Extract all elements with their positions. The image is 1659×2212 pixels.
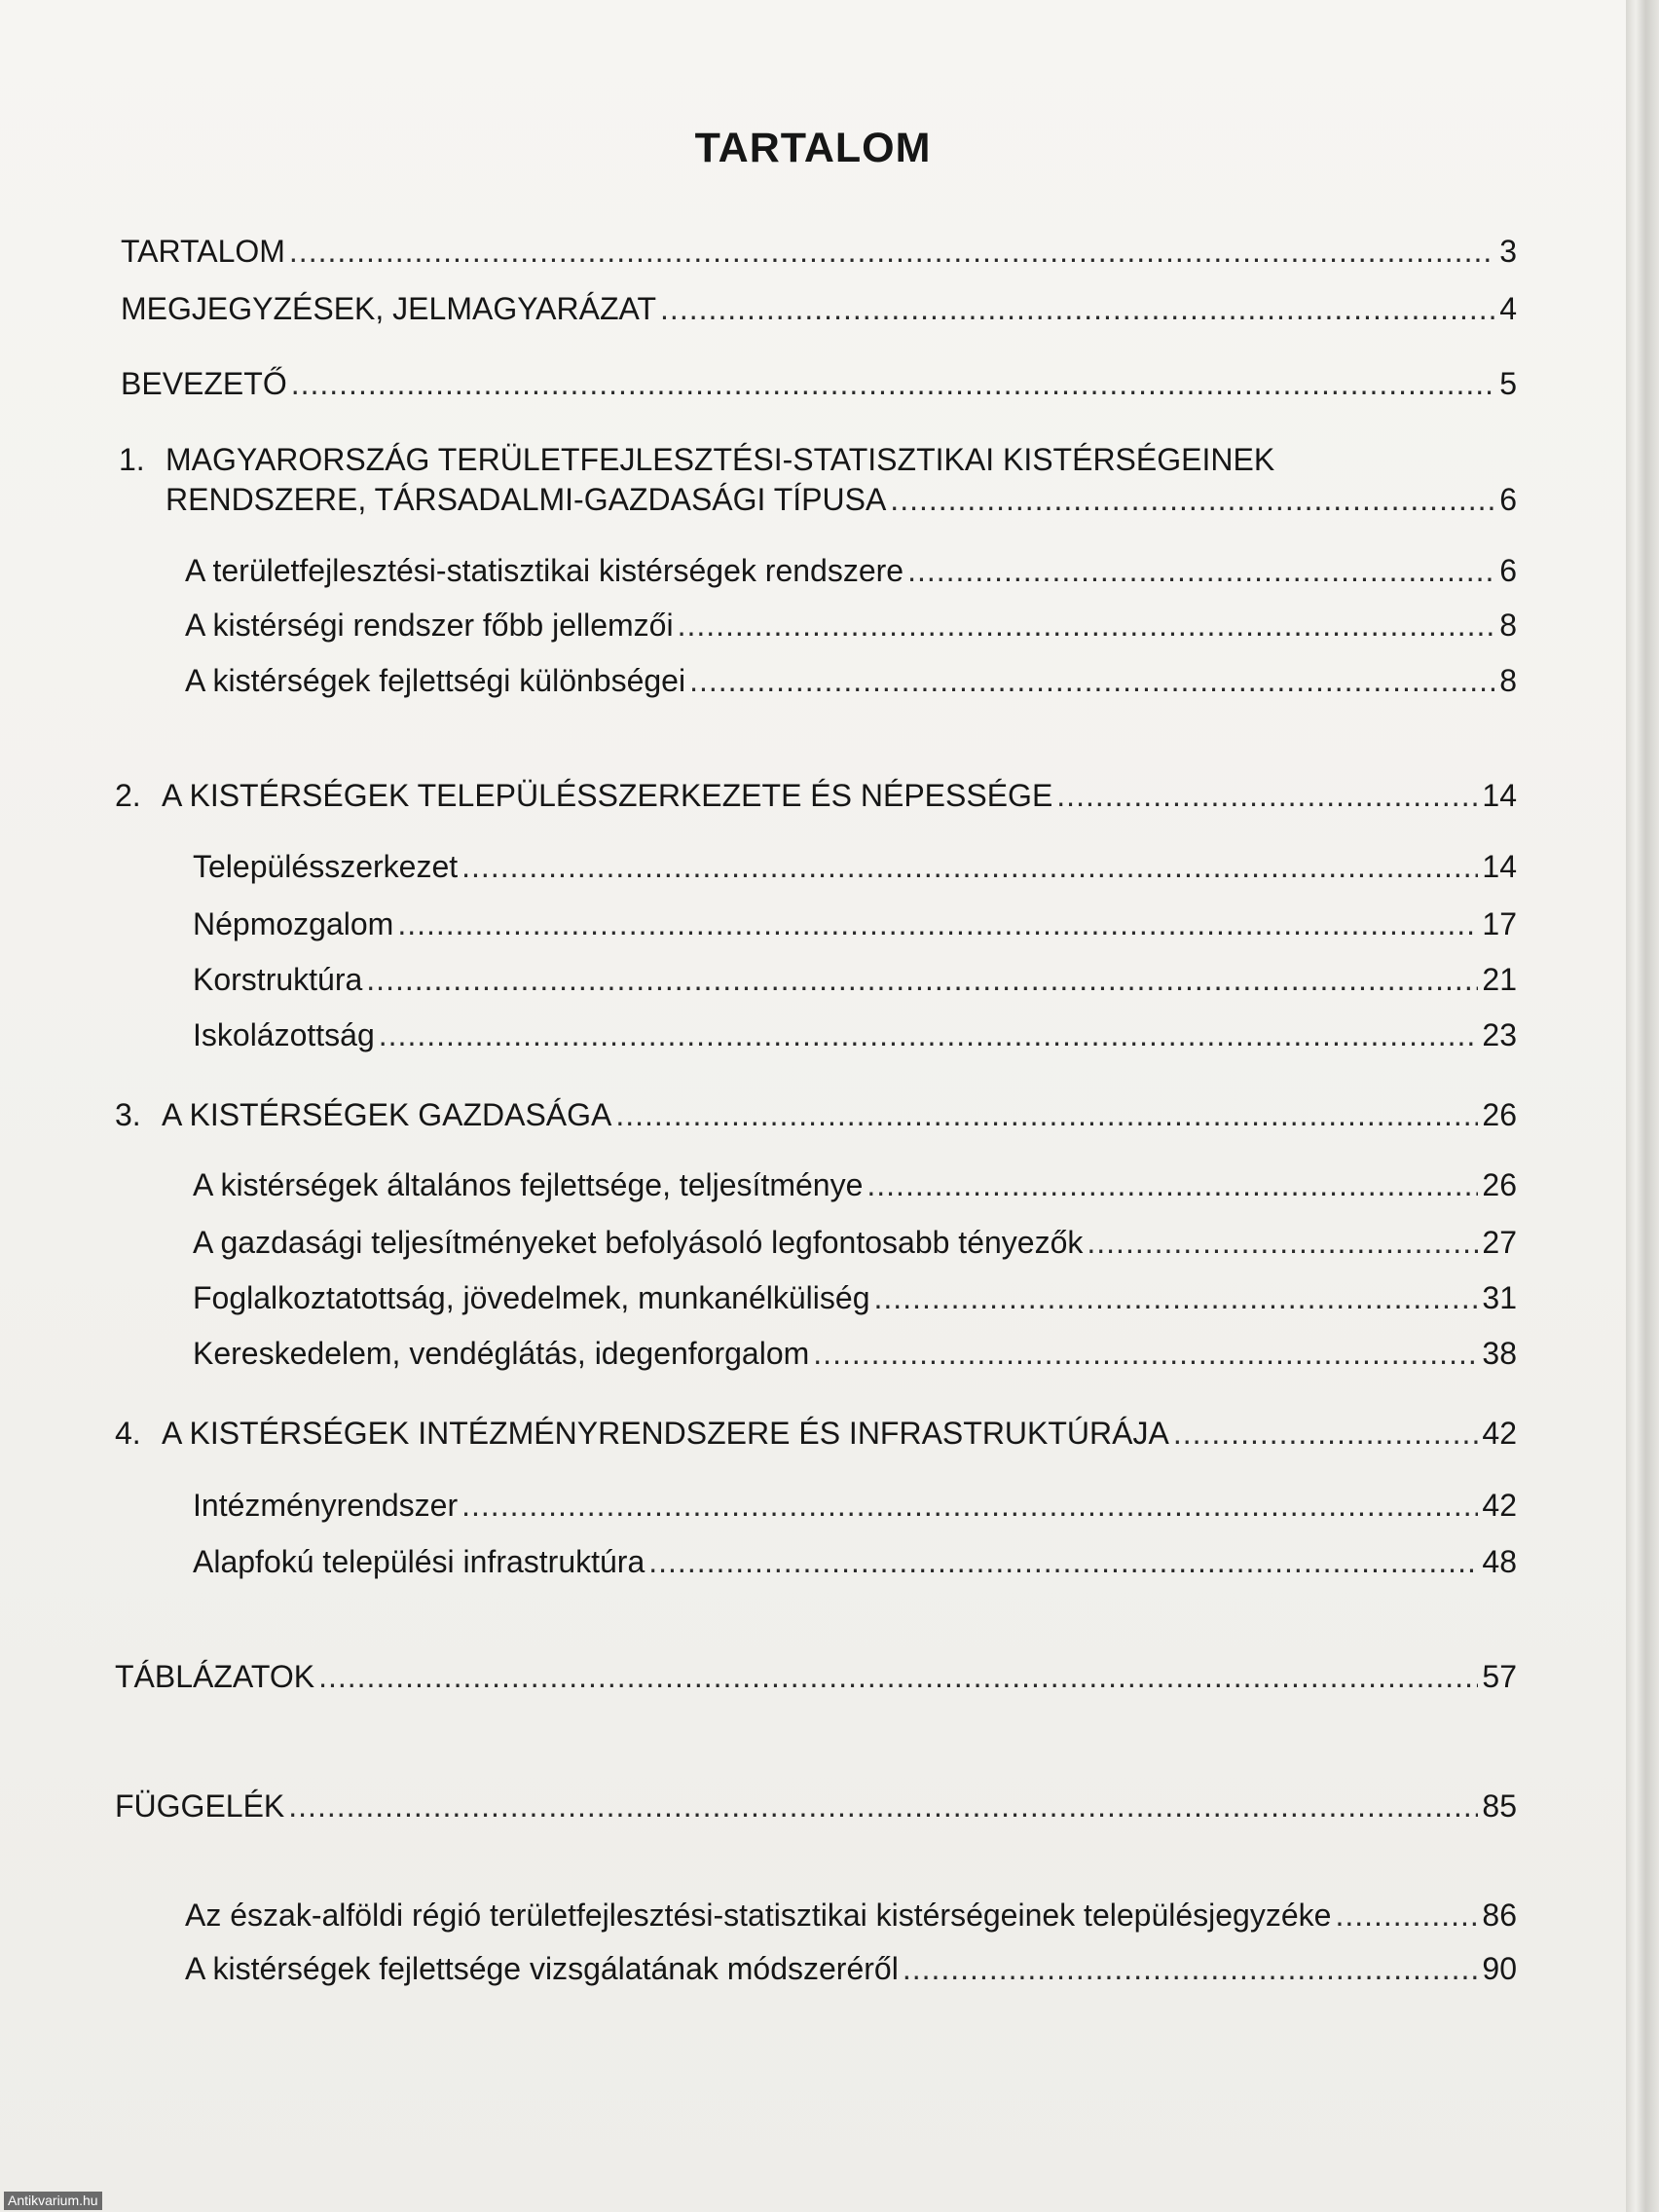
chapter-number: 2. <box>115 778 141 813</box>
toc-entry-label: A kistérségek általános fejlettsége, teljesítménye <box>193 1167 864 1202</box>
toc-entry-chapter-1[interactable] <box>166 480 1517 519</box>
toc-entry-label: A KISTÉRSÉGEK GAZDASÁGA <box>162 1097 612 1132</box>
leader-dots <box>1173 1414 1479 1453</box>
toc-page-number: 5 <box>1499 366 1517 401</box>
toc-entry-label: TÁBLÁZATOK <box>115 1659 315 1694</box>
toc-entry-fuggelek[interactable] <box>115 1787 1517 1825</box>
toc-page-number: 42 <box>1482 1488 1517 1523</box>
toc-subentry[interactable] <box>193 1486 1517 1525</box>
leader-dots <box>1087 1223 1478 1262</box>
chapter-number: 1. <box>119 442 145 477</box>
toc-subentry[interactable] <box>193 1542 1517 1581</box>
leader-dots <box>397 904 1478 943</box>
toc-entry-label: Az észak-alföldi régió területfejlesztési-statisztikai kistérségeinek településjegyzéke <box>185 1898 1332 1933</box>
chapter-number: 4. <box>115 1416 141 1451</box>
toc-entry-chapter-2[interactable] <box>115 776 1517 815</box>
toc-subentry[interactable] <box>193 1278 1517 1317</box>
toc-entry-label: Kereskedelem, vendéglátás, idegenforgalom <box>193 1336 810 1371</box>
toc-entry-label: BEVEZETŐ <box>121 366 287 401</box>
toc-page-number: 8 <box>1499 663 1517 698</box>
toc-page-number: 21 <box>1482 962 1517 997</box>
toc-page-number: 42 <box>1482 1416 1517 1451</box>
leader-dots <box>289 232 1495 271</box>
toc-entry-label: FÜGGELÉK <box>115 1788 285 1824</box>
toc-page-number: 6 <box>1499 482 1517 517</box>
leader-dots <box>648 1542 1478 1581</box>
leader-dots <box>890 480 1495 519</box>
toc-page-number: 3 <box>1499 234 1517 269</box>
leader-dots <box>873 1278 1478 1317</box>
toc-page-number: 14 <box>1482 778 1517 813</box>
toc-page-number: 85 <box>1482 1788 1517 1824</box>
toc-entry-label: A kistérségek fejlettsége vizsgálatának módszeréről <box>185 1951 899 1986</box>
toc-entry-label: RENDSZERE, TÁRSADALMI-GAZDASÁGI TÍPUSA <box>166 482 887 517</box>
toc-entry-tartalom[interactable] <box>121 232 1517 271</box>
toc-entry-megjegyzesek[interactable] <box>121 289 1517 328</box>
toc-subentry[interactable] <box>193 904 1517 943</box>
toc-page-number: 90 <box>1482 1951 1517 1986</box>
toc-subentry[interactable] <box>185 606 1517 645</box>
leader-dots <box>288 1787 1478 1825</box>
toc-entry-label: TARTALOM <box>121 234 285 269</box>
toc-page-number: 38 <box>1482 1336 1517 1371</box>
leader-dots <box>461 847 1478 886</box>
toc-entry-label: A kistérségi rendszer főbb jellemzői <box>185 608 674 643</box>
leader-dots <box>318 1657 1478 1696</box>
toc-subentry[interactable] <box>185 1949 1517 1988</box>
toc-entry-label: Intézményrendszer <box>193 1488 459 1523</box>
book-page-edge <box>1626 0 1659 2212</box>
leader-dots <box>291 364 1496 403</box>
toc-entry-label: Korstruktúra <box>193 962 363 997</box>
leader-dots <box>813 1334 1478 1373</box>
leader-dots <box>379 1015 1479 1054</box>
toc-subentry[interactable] <box>193 1165 1517 1204</box>
page-title: TARTALOM <box>694 125 932 171</box>
toc-page-number: 26 <box>1482 1097 1517 1132</box>
toc-page-number: 31 <box>1482 1280 1517 1315</box>
toc-page-number: 23 <box>1482 1017 1517 1052</box>
leader-dots <box>678 606 1496 645</box>
toc-page-number: 27 <box>1482 1225 1517 1260</box>
toc-page-number: 4 <box>1499 291 1517 326</box>
toc-entry-chapter-4[interactable] <box>115 1414 1517 1453</box>
toc-page-number: 17 <box>1482 906 1517 941</box>
leader-dots <box>1056 776 1478 815</box>
toc-entry-label: A KISTÉRSÉGEK INTÉZMÉNYRENDSZERE ÉS INFRASTRUKTÚRÁJA <box>162 1416 1169 1451</box>
leader-dots <box>461 1486 1478 1525</box>
toc-page-number: 26 <box>1482 1167 1517 1202</box>
leader-dots <box>907 551 1495 590</box>
leader-dots <box>366 960 1478 999</box>
toc-page-number: 57 <box>1482 1659 1517 1694</box>
toc-entry-label: A kistérségek fejlettségi különbségei <box>185 663 686 698</box>
leader-dots <box>660 289 1495 328</box>
leader-dots <box>615 1095 1478 1134</box>
toc-entry-label: A területfejlesztési-statisztikai kistérségek rendszere <box>185 553 904 588</box>
toc-entry-tablazatok[interactable] <box>115 1657 1517 1696</box>
leader-dots <box>903 1949 1479 1988</box>
leader-dots <box>1335 1896 1478 1935</box>
toc-page-number: 86 <box>1482 1898 1517 1933</box>
toc-entry-label: Foglalkoztatottság, jövedelmek, munkanélküliség <box>193 1280 870 1315</box>
leader-dots <box>866 1165 1478 1204</box>
toc-chapter-1-line1[interactable] <box>119 440 1274 479</box>
toc-subentry[interactable] <box>185 1896 1517 1935</box>
toc-subentry[interactable] <box>193 1334 1517 1373</box>
toc-entry-label: Alapfokú települési infrastruktúra <box>193 1544 645 1579</box>
toc-entry-label: Népmozgalom <box>193 906 394 941</box>
toc-page-number: 14 <box>1482 849 1517 884</box>
toc-page-number: 8 <box>1499 608 1517 643</box>
toc-subentry[interactable] <box>193 1223 1517 1262</box>
toc-entry-bevezeto[interactable] <box>121 364 1517 403</box>
chapter-number: 3. <box>115 1097 141 1132</box>
toc-page-number: 6 <box>1499 553 1517 588</box>
toc-subentry[interactable] <box>185 661 1517 700</box>
toc-subentry[interactable] <box>185 551 1517 590</box>
toc-entry-label: MEGJEGYZÉSEK, JELMAGYARÁZAT <box>121 291 657 326</box>
toc-entry-label-line1: MAGYARORSZÁG TERÜLETFEJLESZTÉSI-STATISZTIKAI KISTÉRSÉGEINEK <box>166 442 1275 477</box>
toc-page-number: 48 <box>1482 1544 1517 1579</box>
toc-subentry[interactable] <box>193 847 1517 886</box>
toc-entry-chapter-3[interactable] <box>115 1095 1517 1134</box>
toc-entry-label: Iskolázottság <box>193 1017 375 1052</box>
watermark: Antikvarium.hu <box>4 2192 102 2210</box>
toc-entry-label: Településszerkezet <box>193 849 459 884</box>
toc-subentry[interactable] <box>193 1015 1517 1054</box>
toc-subentry[interactable] <box>193 960 1517 999</box>
leader-dots <box>689 661 1495 700</box>
toc-entry-label: A gazdasági teljesítményeket befolyásoló legfontosabb tényezők <box>193 1225 1084 1260</box>
toc-entry-label: A KISTÉRSÉGEK TELEPÜLÉSSZERKEZETE ÉS NÉPESSÉGE <box>162 778 1053 813</box>
